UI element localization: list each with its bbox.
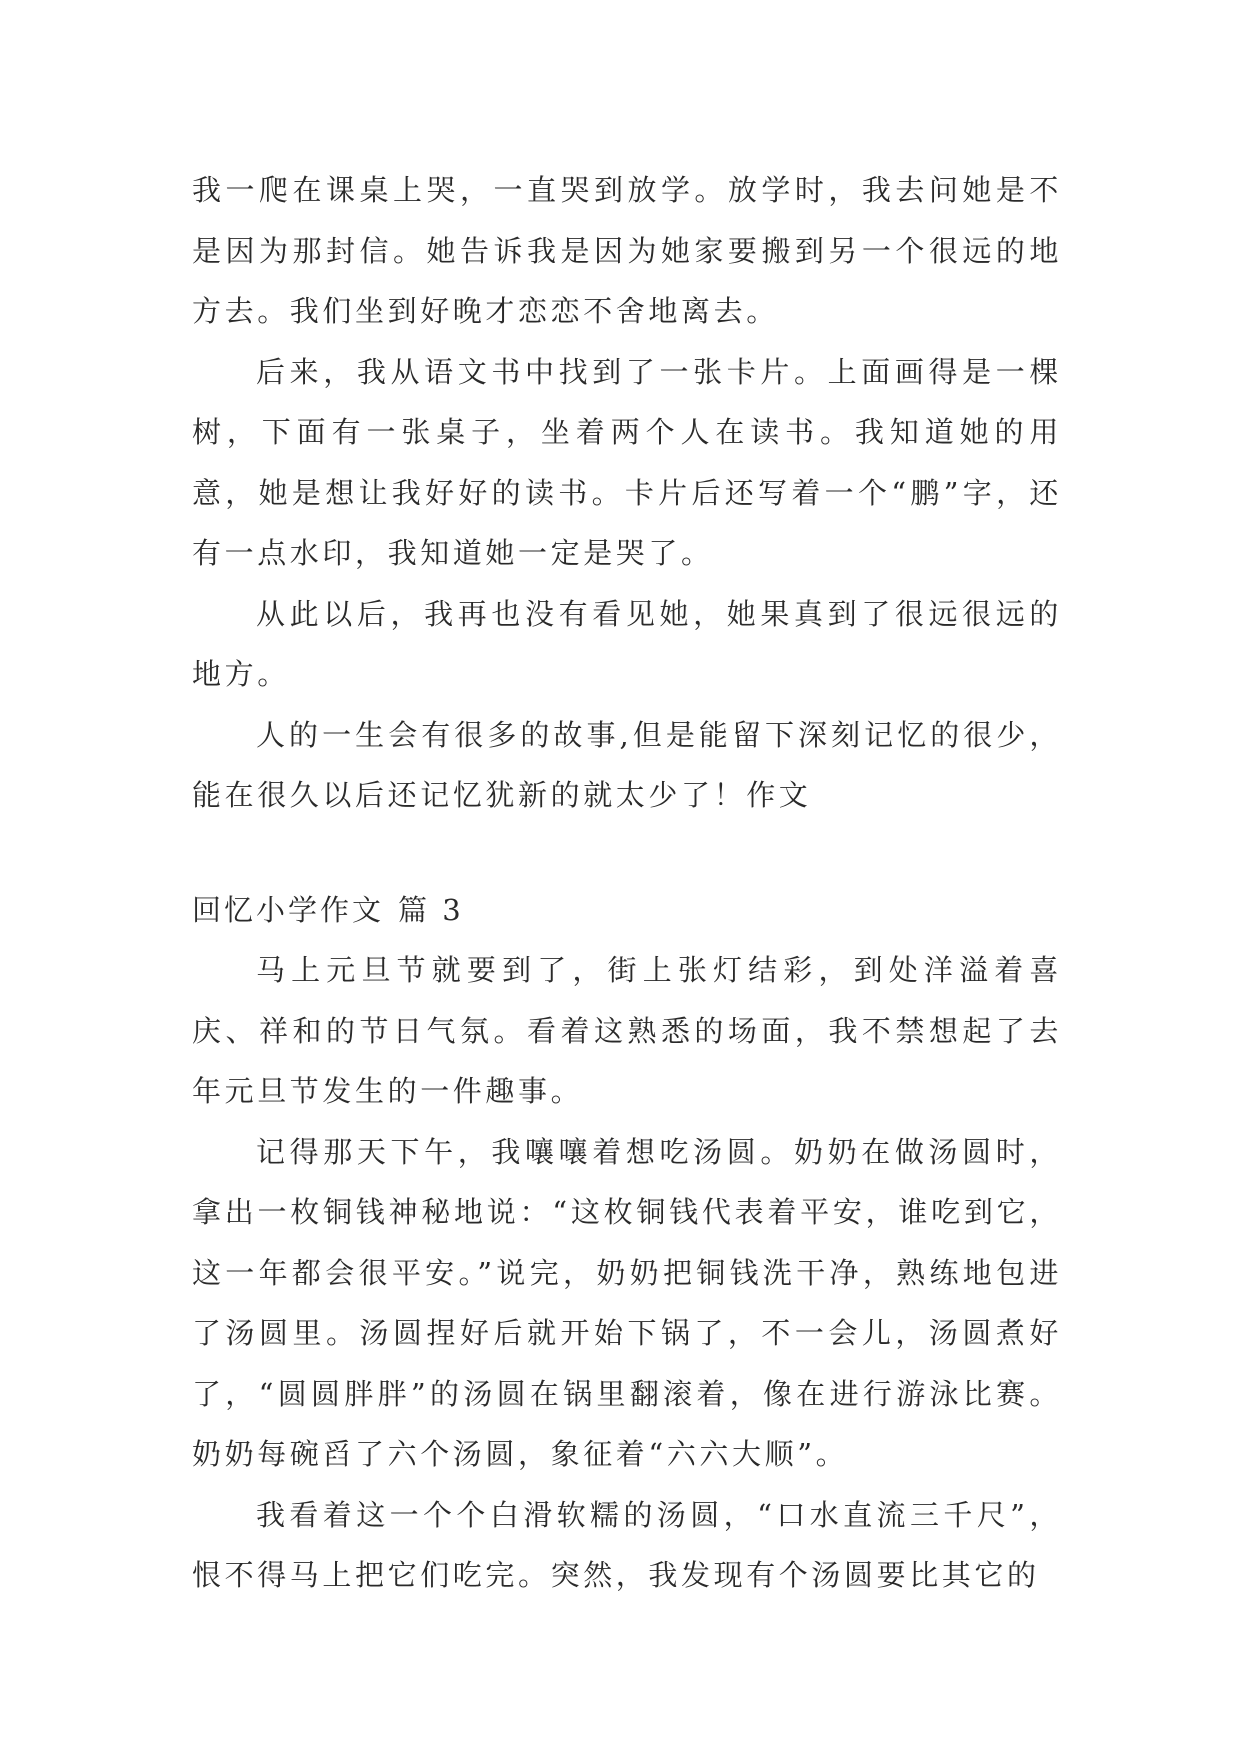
paragraph: 我一爬在课桌上哭，一直哭到放学。放学时，我去问她是不是因为那封信。她告诉我是因为她家要搬到另一个很远的地方去。我们坐到好晚才恋恋不舍地离去。 xyxy=(192,173,1062,328)
paragraph: 从此以后，我再也没有看见她，她果真到了很远很远的地方。 xyxy=(192,596,1062,691)
paragraph: 后来，我从语文书中找到了一张卡片。上面画得是一棵树，下面有一张桌子，坐着两个人在读书。我知道她的用意，她是想让我好好的读书。卡片后还写着一个“鹏”字，还有一点水印，我知道她一定是哭了。 xyxy=(192,354,1062,570)
paragraph: 记得那天下午，我嚷嚷着想吃汤圆。奶奶在做汤圆时，拿出一枚铜钱神秘地说：“这枚铜钱代表着平安，谁吃到它，这一年都会很平安。”说完，奶奶把铜钱洗干净，熟练地包进了汤圆里。汤圆捏好后就开始下锅了，不一会儿，汤圆煮好了，“圆圆胖胖”的汤圆在锅里翻滚着，像在进行游泳比赛。奶奶每碗舀了六个汤圆，象征着“六六大顺”。 xyxy=(192,1134,1062,1471)
section-title: 回忆小学作文 xyxy=(192,892,385,927)
paragraph: 我看着这一个个白滑软糯的汤圆，“口水直流三千尺”，恨不得马上把它们吃完。突然，我发现有个汤圆要比其它的 xyxy=(192,1497,1062,1592)
section-number: 篇 3 xyxy=(398,892,464,927)
document-page xyxy=(192,160,1062,1606)
section-heading xyxy=(192,880,1062,941)
paragraph: 人的一生会有很多的故事,但是能留下深刻记忆的很少，能在很久以后还记忆犹新的就太少了！作文 xyxy=(192,717,1062,812)
paragraph: 马上元旦节就要到了，街上张灯结彩，到处洋溢着喜庆、祥和的节日气氛。看着这熟悉的场面，我不禁想起了去年元旦节发生的一件趣事。 xyxy=(192,953,1062,1108)
